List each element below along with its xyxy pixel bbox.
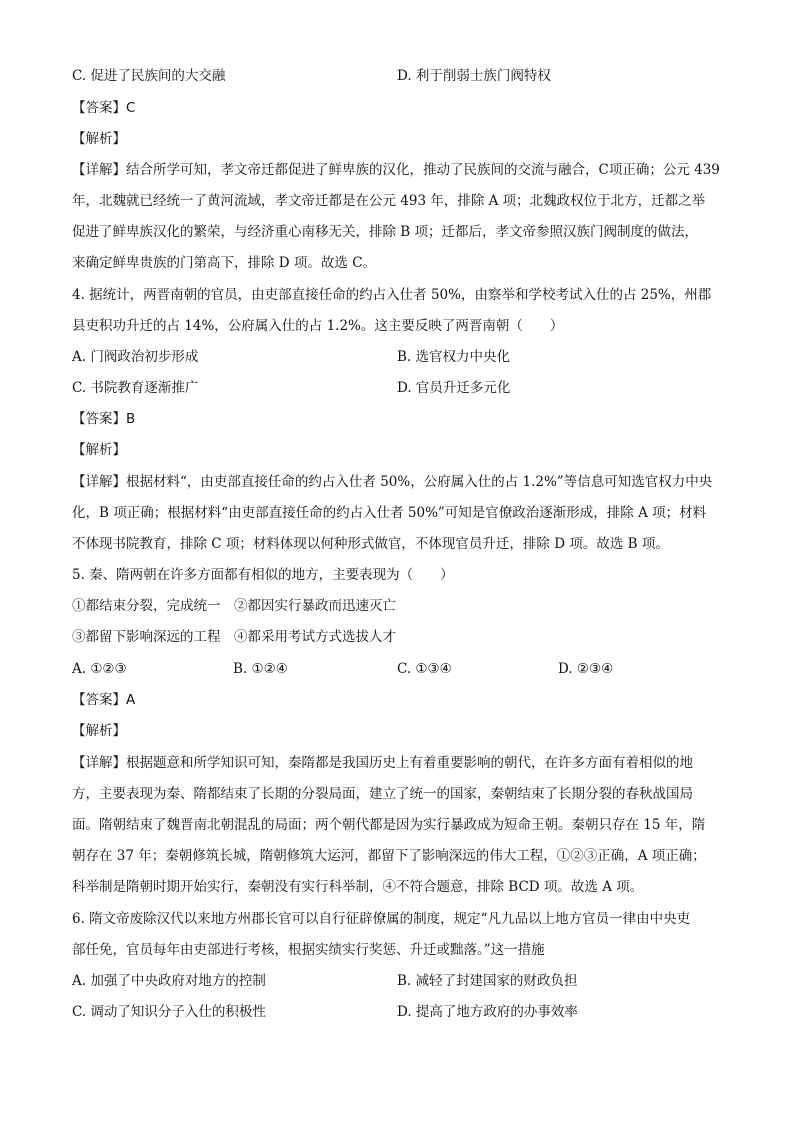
q5-option-d: D. ②③④ [558,661,614,677]
q4-detail-line: 【详解】根据材料“，由吏部直接任命的约占入仕者 50%，公府属入仕的占 1.2%”等信息可知选官权力中央 [72,474,713,490]
q6-stem-line: 部任免，官员每年由吏部进行考核，根据实绩实行奖惩、升迁或黜落。”这一措施 [72,942,545,958]
q4-option-b: B. 选官权力中央化 [397,349,511,365]
answer-value: C [126,100,136,116]
q4-detail-line: 化，B 项正确；根据材料“由吏部直接任命的约占入仕者 50%”可知是官僚政治逐渐形成，排除 A 项；材料 [72,505,707,521]
q5-detail-line: 面。隋朝结束了魏晋南北朝混乱的局面；两个朝代都是因为实行暴政成为短命王朝。秦朝只存在 15 年，隋 [72,817,706,833]
q3-analysis-label: 【解析】 [72,131,126,147]
q5-detail-line: 【详解】根据题意和所学知识可知，秦隋都是我国历史上有着重要影响的朝代，在许多方面有着相似的地 [72,755,693,771]
q4-detail-line: 不体现书院教育，排除 C 项；材料体现以何种形式做官，不体现官员升迁，排除 D 项。故选 B 项。 [72,536,669,552]
q4-analysis-label: 【解析】 [72,442,126,458]
q6-option-d: D. 提高了地方政府的办事效率 [397,1004,578,1020]
q5-option-b: B. ①②④ [233,661,288,677]
q5-analysis-label: 【解析】 [72,723,126,739]
q4-option-d: D. 官员升迁多元化 [397,380,511,396]
q3-detail-line: 年，北魏就已经统一了黄河流域，孝文帝迁都是在公元 493 年，排除 A 项；北魏政权位于北方，迁都之举 [72,193,706,209]
answer-label: 【答案】 [72,100,126,116]
q4-option-c: C. 书院教育逐渐推广 [72,380,199,396]
q5-detail-line: 科举制是隋朝时期开始实行，秦朝没有实行科举制，④不符合题意，排除 BCD 项。故选 A 项。 [72,879,644,895]
q4-stem-line: 4. 据统计，两晋南朝的官员，由吏部直接任命的约占入仕者 50%，由察举和学校考试入仕的占 25%，州郡 [72,287,712,303]
q3-detail-line: 促进了鲜卑族汉化的繁荣，与经济重心南移无关，排除 B 项；迁都后，孝文帝参照汉族门阀制度的做法， [72,224,699,240]
q3-detail-line: 【详解】结合所学可知，孝文帝迁都促进了鲜卑族的汉化，推动了民族间的交流与融合，C项正确；公元 439 [72,162,720,178]
q6-option-b: B. 减轻了封建国家的财政负担 [397,973,578,989]
answer-value: B [126,411,136,427]
answer-value: A [126,692,136,708]
q5-detail-line: 朝存在 37 年；秦朝修筑长城，隋朝修筑大运河，都留下了影响深远的伟大工程，①②③正确，A 项正确； [72,848,706,864]
q5-answer [72,690,724,710]
q6-stem-line: 6. 隋文帝废除汉代以来地方州郡长官可以自行征辟僚属的制度，规定“凡九品以上地方官员一律由中央吏 [72,911,691,927]
q5-items-line: ③都留下影响深远的工程 ④都采用考试方式选拔人才 [72,629,396,645]
q5-items-line: ①都结束分裂，完成统一 ②都因实行暴政而迅速灭亡 [72,598,396,614]
answer-label: 【答案】 [72,411,126,427]
q4-option-a: A. 门阀政治初步形成 [72,349,199,365]
q4-stem-line: 县吏积功升迁的占 14%，公府属入仕的占 1.2%。这主要反映了两晋南朝（ ） [72,318,564,334]
q4-answer [72,409,724,429]
q3-option-d: D. 利于削弱士族门阀特权 [397,68,551,84]
q5-stem: 5. 秦、隋两朝在许多方面都有相似的地方，主要表现为（ ） [72,567,454,583]
q5-option-c: C. ①③④ [397,661,452,677]
q3-option-c: C. 促进了民族间的大交融 [72,68,226,84]
q3-answer [72,98,724,118]
q5-option-a: A. ①②③ [72,661,127,677]
q5-detail-line: 方，主要表现为秦、隋都结束了长期的分裂局面，建立了统一的国家，秦朝结束了长期分裂的春秋战国局 [72,786,693,802]
q3-detail-line: 来确定鲜卑贵族的门第高下，排除 D 项。故选 C。 [72,255,377,271]
q6-option-c: C. 调动了知识分子入仕的积极性 [72,1004,266,1020]
answer-label: 【答案】 [72,692,126,708]
q6-option-a: A. 加强了中央政府对地方的控制 [72,973,266,989]
